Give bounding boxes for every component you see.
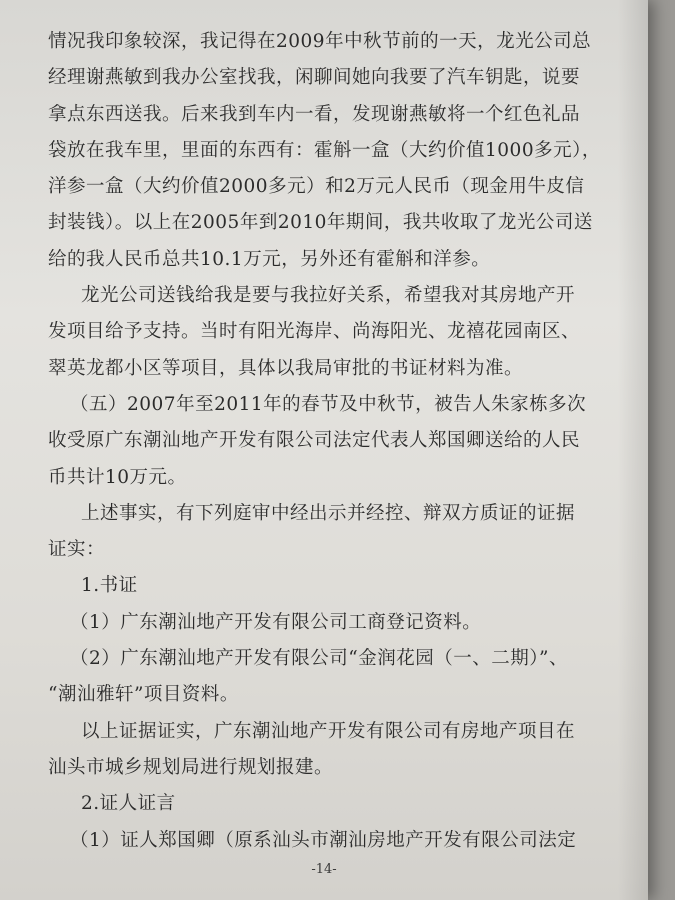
text-line: 给的我人民币总共10.1万元，另外还有霍斛和洋参。 bbox=[48, 248, 491, 270]
text-line: 经理谢燕敏到我办公室找我，闲聊间她向我要了汽车钥匙，说要 bbox=[48, 67, 581, 89]
section-heading: 2.证人证言 bbox=[81, 793, 176, 815]
text-line: （1）广东潮汕地产开发有限公司工商登记资料。 bbox=[70, 611, 482, 633]
text-line: 汕头市城乡规划局进行规划报建。 bbox=[48, 756, 334, 778]
text-line: 以上证据证实，广东潮汕地产开发有限公司有房地产项目在 bbox=[81, 720, 576, 742]
document-body bbox=[48, 24, 601, 859]
text-line: “潮汕雅轩”项目资料。 bbox=[48, 684, 239, 706]
text-line: 币共计10万元。 bbox=[48, 466, 187, 488]
text-line: 拿点东西送我。后来我到车内一看，发现谢燕敏将一个红色礼品 bbox=[48, 103, 581, 125]
text-line: （五）2007年至2011年的春节及中秋节，被告人朱家栋多次 bbox=[70, 393, 587, 415]
text-line: 洋参一盒（大约价值2000多元）和2万元人民币（现金用牛皮信 bbox=[48, 176, 585, 198]
section-heading: 1.书证 bbox=[81, 575, 138, 597]
text-line: 龙光公司送钱给我是要与我拉好关系，希望我对其房地产开 bbox=[81, 285, 576, 307]
page-number: -14- bbox=[311, 862, 337, 877]
text-line: 上述事实，有下列庭审中经出示并经控、辩双方质证的证据 bbox=[81, 502, 576, 524]
text-line: 封装钱）。以上在2005年到2010年期间，我共收取了龙光公司送 bbox=[48, 212, 593, 234]
text-line: 翠英龙都小区等项目，具体以我局审批的书证材料为准。 bbox=[48, 357, 524, 379]
text-line: 情况我印象较深，我记得在2009年中秋节前的一天，龙光公司总 bbox=[48, 31, 592, 52]
text-line: （2）广东潮汕地产开发有限公司“金润花园（一、二期）”、 bbox=[70, 648, 568, 670]
text-line: 收受原广东潮汕地产开发有限公司法定代表人郑国卿送给的人民 bbox=[48, 430, 581, 452]
text-line: （1）证人郑国卿（原系汕头市潮汕房地产开发有限公司法定 bbox=[70, 829, 577, 851]
text-line: 发项目给予支持。当时有阳光海岸、尚海阳光、龙禧花园南区、 bbox=[48, 321, 581, 343]
text-line: 袋放在我车里，里面的东西有：霍斛一盒（大约价值1000多元）， bbox=[48, 139, 601, 161]
text-line: 证实： bbox=[48, 539, 106, 561]
